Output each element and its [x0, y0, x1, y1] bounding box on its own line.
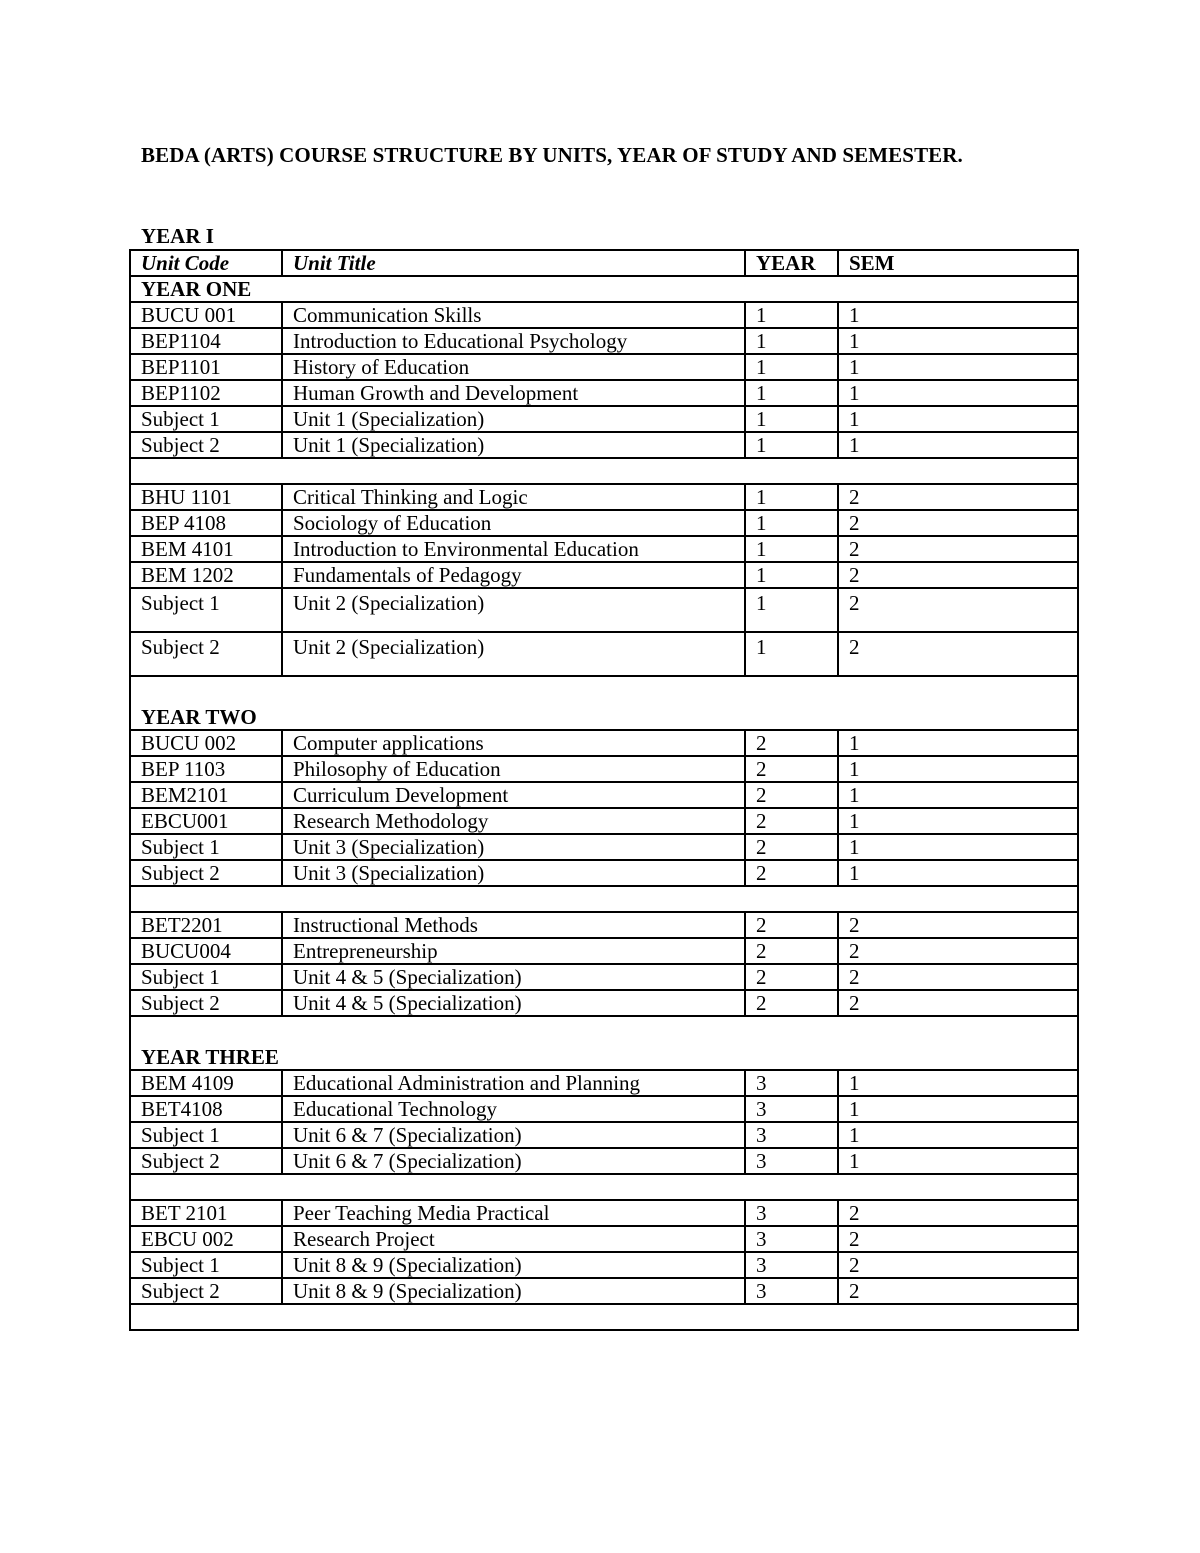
- sem-cell: 2: [838, 588, 1078, 632]
- table-row: [130, 1278, 1078, 1304]
- sem-cell: 2: [838, 632, 1078, 676]
- table-row: [130, 1096, 1078, 1122]
- sem-cell: 1: [838, 808, 1078, 834]
- table-row: [130, 484, 1078, 510]
- table-body: [130, 276, 1078, 1330]
- unit-code-cell: BEM 4101: [130, 536, 282, 562]
- sem-cell: 2: [838, 1252, 1078, 1278]
- unit-code-cell: BEP1101: [130, 354, 282, 380]
- table-row: [130, 938, 1078, 964]
- year-cell: 1: [745, 536, 838, 562]
- unit-title-cell: Unit 1 (Specialization): [282, 432, 745, 458]
- year-cell: 1: [745, 484, 838, 510]
- unit-code-cell: Subject 1: [130, 406, 282, 432]
- year-cell: 2: [745, 964, 838, 990]
- table-row: [130, 782, 1078, 808]
- year-cell: 2: [745, 990, 838, 1016]
- blank-cell: [130, 1174, 1078, 1200]
- column-header-unit-code: Unit Code: [130, 250, 282, 276]
- unit-title-cell: Human Growth and Development: [282, 380, 745, 406]
- table-row: [130, 354, 1078, 380]
- sem-cell: 2: [838, 912, 1078, 938]
- sem-cell: 1: [838, 730, 1078, 756]
- unit-code-cell: BEP1102: [130, 380, 282, 406]
- table-row: [130, 380, 1078, 406]
- unit-code-cell: BEP 1103: [130, 756, 282, 782]
- sem-cell: 1: [838, 1122, 1078, 1148]
- blank-separator-row: [130, 1304, 1078, 1330]
- year-cell: 3: [745, 1252, 838, 1278]
- sem-cell: 2: [838, 964, 1078, 990]
- sem-cell: 1: [838, 406, 1078, 432]
- table-row: [130, 964, 1078, 990]
- unit-title-cell: Educational Administration and Planning: [282, 1070, 745, 1096]
- table-row: [130, 302, 1078, 328]
- unit-code-cell: BHU 1101: [130, 484, 282, 510]
- unit-code-cell: Subject 2: [130, 1148, 282, 1174]
- unit-code-cell: Subject 2: [130, 990, 282, 1016]
- sem-cell: 1: [838, 756, 1078, 782]
- unit-title-cell: Introduction to Educational Psychology: [282, 328, 745, 354]
- table-row: [130, 1226, 1078, 1252]
- year-cell: 2: [745, 782, 838, 808]
- sem-cell: 2: [838, 510, 1078, 536]
- unit-title-cell: Sociology of Education: [282, 510, 745, 536]
- table-row: [130, 1148, 1078, 1174]
- blank-cell: [130, 458, 1078, 484]
- unit-title-cell: Research Project: [282, 1226, 745, 1252]
- unit-title-cell: Unit 8 & 9 (Specialization): [282, 1278, 745, 1304]
- year-cell: 3: [745, 1148, 838, 1174]
- unit-title-cell: Peer Teaching Media Practical: [282, 1200, 745, 1226]
- year-cell: 2: [745, 808, 838, 834]
- table-row: [130, 730, 1078, 756]
- unit-title-cell: Research Methodology: [282, 808, 745, 834]
- sem-cell: 2: [838, 1278, 1078, 1304]
- year-cell: 2: [745, 860, 838, 886]
- sem-cell: 1: [838, 782, 1078, 808]
- column-header-year: YEAR: [745, 250, 838, 276]
- year-cell: 1: [745, 510, 838, 536]
- unit-code-cell: Subject 1: [130, 588, 282, 632]
- year-cell: 1: [745, 380, 838, 406]
- year-cell: 1: [745, 328, 838, 354]
- year-cell: 2: [745, 938, 838, 964]
- sem-cell: 2: [838, 562, 1078, 588]
- unit-code-cell: Subject 1: [130, 964, 282, 990]
- unit-code-cell: BUCU 002: [130, 730, 282, 756]
- blank-separator-row: [130, 1174, 1078, 1200]
- unit-title-cell: Philosophy of Education: [282, 756, 745, 782]
- year-cell: 1: [745, 632, 838, 676]
- unit-code-cell: BUCU004: [130, 938, 282, 964]
- table-row: [130, 756, 1078, 782]
- table-row: [130, 860, 1078, 886]
- unit-code-cell: Subject 2: [130, 432, 282, 458]
- sem-cell: 1: [838, 1070, 1078, 1096]
- unit-code-cell: BEP 4108: [130, 510, 282, 536]
- unit-title-cell: Unit 8 & 9 (Specialization): [282, 1252, 745, 1278]
- year-cell: 1: [745, 354, 838, 380]
- year-cell: 1: [745, 302, 838, 328]
- unit-code-cell: EBCU 002: [130, 1226, 282, 1252]
- table-row: [130, 406, 1078, 432]
- year-cell: 2: [745, 730, 838, 756]
- sem-cell: 1: [838, 328, 1078, 354]
- year-cell: 1: [745, 588, 838, 632]
- table-row: [130, 632, 1078, 676]
- blank-separator-row: [130, 458, 1078, 484]
- sem-cell: 1: [838, 834, 1078, 860]
- unit-code-cell: BET2201: [130, 912, 282, 938]
- unit-code-cell: BUCU 001: [130, 302, 282, 328]
- unit-title-cell: Unit 4 & 5 (Specialization): [282, 990, 745, 1016]
- section-heading-row: [130, 676, 1078, 730]
- year-heading: YEAR I: [141, 224, 214, 248]
- year-cell: 3: [745, 1070, 838, 1096]
- blank-separator-row: [130, 886, 1078, 912]
- unit-title-cell: Introduction to Environmental Education: [282, 536, 745, 562]
- sem-cell: 2: [838, 536, 1078, 562]
- sem-cell: 1: [838, 860, 1078, 886]
- table-row: [130, 834, 1078, 860]
- year-cell: 1: [745, 432, 838, 458]
- blank-cell: [130, 886, 1078, 912]
- unit-title-cell: Unit 1 (Specialization): [282, 406, 745, 432]
- table-row: [130, 536, 1078, 562]
- year-cell: 3: [745, 1122, 838, 1148]
- table-row: [130, 432, 1078, 458]
- unit-code-cell: Subject 1: [130, 1252, 282, 1278]
- sem-cell: 1: [838, 432, 1078, 458]
- unit-code-cell: BEM2101: [130, 782, 282, 808]
- table-row: [130, 1200, 1078, 1226]
- table-row: [130, 588, 1078, 632]
- unit-code-cell: EBCU001: [130, 808, 282, 834]
- unit-title-cell: Unit 6 & 7 (Specialization): [282, 1122, 745, 1148]
- table-row: [130, 1252, 1078, 1278]
- unit-title-cell: Computer applications: [282, 730, 745, 756]
- year-cell: 1: [745, 406, 838, 432]
- unit-title-cell: Communication Skills: [282, 302, 745, 328]
- year-cell: 3: [745, 1226, 838, 1252]
- sem-cell: 2: [838, 1226, 1078, 1252]
- section-heading: YEAR TWO: [130, 676, 1078, 730]
- table-row: [130, 808, 1078, 834]
- column-header-unit-title: Unit Title: [282, 250, 745, 276]
- table-row: [130, 328, 1078, 354]
- unit-title-cell: Unit 2 (Specialization): [282, 588, 745, 632]
- year-cell: 2: [745, 912, 838, 938]
- sem-cell: 2: [838, 1200, 1078, 1226]
- unit-code-cell: Subject 2: [130, 1278, 282, 1304]
- sem-cell: 2: [838, 938, 1078, 964]
- unit-title-cell: Unit 3 (Specialization): [282, 860, 745, 886]
- unit-title-cell: Fundamentals of Pedagogy: [282, 562, 745, 588]
- blank-cell: [130, 1304, 1078, 1330]
- unit-title-cell: Unit 2 (Specialization): [282, 632, 745, 676]
- table-row: [130, 562, 1078, 588]
- unit-code-cell: Subject 2: [130, 860, 282, 886]
- section-heading-row: [130, 1016, 1078, 1070]
- year-cell: 3: [745, 1278, 838, 1304]
- table-row: [130, 912, 1078, 938]
- column-header-sem: SEM: [838, 250, 1078, 276]
- table-row: [130, 510, 1078, 536]
- table-row: [130, 1122, 1078, 1148]
- section-heading-row: [130, 276, 1078, 302]
- sem-cell: 2: [838, 484, 1078, 510]
- section-heading: YEAR THREE: [130, 1016, 1078, 1070]
- unit-title-cell: Unit 4 & 5 (Specialization): [282, 964, 745, 990]
- year-cell: 1: [745, 562, 838, 588]
- unit-title-cell: Educational Technology: [282, 1096, 745, 1122]
- sem-cell: 1: [838, 302, 1078, 328]
- unit-code-cell: Subject 1: [130, 1122, 282, 1148]
- year-cell: 3: [745, 1200, 838, 1226]
- section-heading: YEAR ONE: [130, 276, 1078, 302]
- sem-cell: 2: [838, 990, 1078, 1016]
- unit-code-cell: BEP1104: [130, 328, 282, 354]
- table-row: [130, 1070, 1078, 1096]
- unit-code-cell: BET 2101: [130, 1200, 282, 1226]
- unit-title-cell: Entrepreneurship: [282, 938, 745, 964]
- table-header-row: [130, 250, 1078, 276]
- sem-cell: 1: [838, 380, 1078, 406]
- year-cell: 2: [745, 756, 838, 782]
- unit-code-cell: Subject 1: [130, 834, 282, 860]
- unit-code-cell: BET4108: [130, 1096, 282, 1122]
- sem-cell: 1: [838, 354, 1078, 380]
- unit-title-cell: History of Education: [282, 354, 745, 380]
- unit-code-cell: BEM 4109: [130, 1070, 282, 1096]
- unit-title-cell: Unit 3 (Specialization): [282, 834, 745, 860]
- year-cell: 3: [745, 1096, 838, 1122]
- course-structure-table: [129, 249, 1079, 1331]
- unit-title-cell: Critical Thinking and Logic: [282, 484, 745, 510]
- sem-cell: 1: [838, 1148, 1078, 1174]
- year-cell: 2: [745, 834, 838, 860]
- document-title: BEDA (ARTS) COURSE STRUCTURE BY UNITS, YEAR OF STUDY AND SEMESTER.: [141, 143, 963, 167]
- unit-code-cell: Subject 2: [130, 632, 282, 676]
- unit-title-cell: Curriculum Development: [282, 782, 745, 808]
- unit-title-cell: Unit 6 & 7 (Specialization): [282, 1148, 745, 1174]
- sem-cell: 1: [838, 1096, 1078, 1122]
- table-row: [130, 990, 1078, 1016]
- unit-code-cell: BEM 1202: [130, 562, 282, 588]
- unit-title-cell: Instructional Methods: [282, 912, 745, 938]
